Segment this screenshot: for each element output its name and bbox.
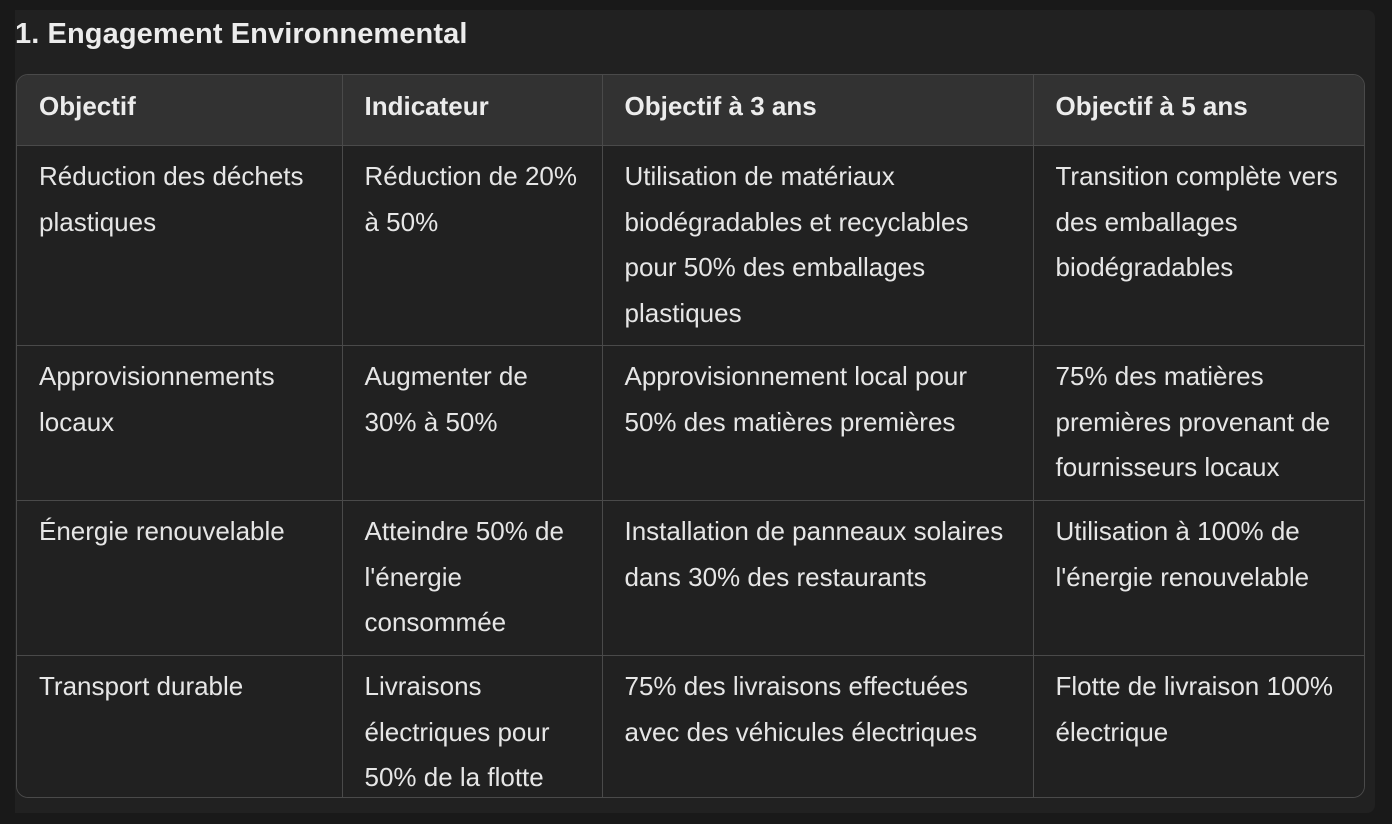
cell-indicateur: Réduction de 20% à 50%: [342, 146, 602, 346]
header-indicateur: Indicateur: [342, 75, 602, 146]
cell-objectif-5-ans: Flotte de livraison 100% électrique: [1033, 656, 1364, 799]
cell-objectif-3-ans: Approvisionnement local pour 50% des matières premières: [602, 346, 1033, 501]
header-objectif: Objectif: [17, 75, 342, 146]
header-objectif-5-ans: Objectif à 5 ans: [1033, 75, 1364, 146]
cell-objectif-5-ans: 75% des matières premières provenant de fournisseurs locaux: [1033, 346, 1364, 501]
header-objectif-3-ans: Objectif à 3 ans: [602, 75, 1033, 146]
section-title: 1. Engagement Environnemental: [15, 18, 468, 50]
cell-objectif: Approvisionnements locaux: [17, 346, 342, 501]
table-header-row: [17, 75, 1364, 146]
cell-objectif: Réduction des déchets plastiques: [17, 146, 342, 346]
table-row: [17, 501, 1364, 656]
cell-objectif-3-ans: 75% des livraisons effectuées avec des véhicules électriques: [602, 656, 1033, 799]
table-row: [17, 346, 1364, 501]
table-row: [17, 146, 1364, 346]
cell-indicateur: Atteindre 50% de l'énergie consommée: [342, 501, 602, 656]
cell-objectif: Énergie renouvelable: [17, 501, 342, 656]
cell-objectif-3-ans: Utilisation de matériaux biodégradables et recyclables pour 50% des emballages plastiques: [602, 146, 1033, 346]
cell-objectif: Transport durable: [17, 656, 342, 799]
cell-objectif-5-ans: Utilisation à 100% de l'énergie renouvelable: [1033, 501, 1364, 656]
cell-objectif-3-ans: Installation de panneaux solaires dans 30% des restaurants: [602, 501, 1033, 656]
cell-indicateur: Augmenter de 30% à 50%: [342, 346, 602, 501]
table-row: [17, 656, 1364, 799]
cell-objectif-5-ans: Transition complète vers des emballages biodégradables: [1033, 146, 1364, 346]
cell-indicateur: Livraisons électriques pour 50% de la flotte: [342, 656, 602, 799]
environmental-goals-table: [16, 74, 1365, 798]
